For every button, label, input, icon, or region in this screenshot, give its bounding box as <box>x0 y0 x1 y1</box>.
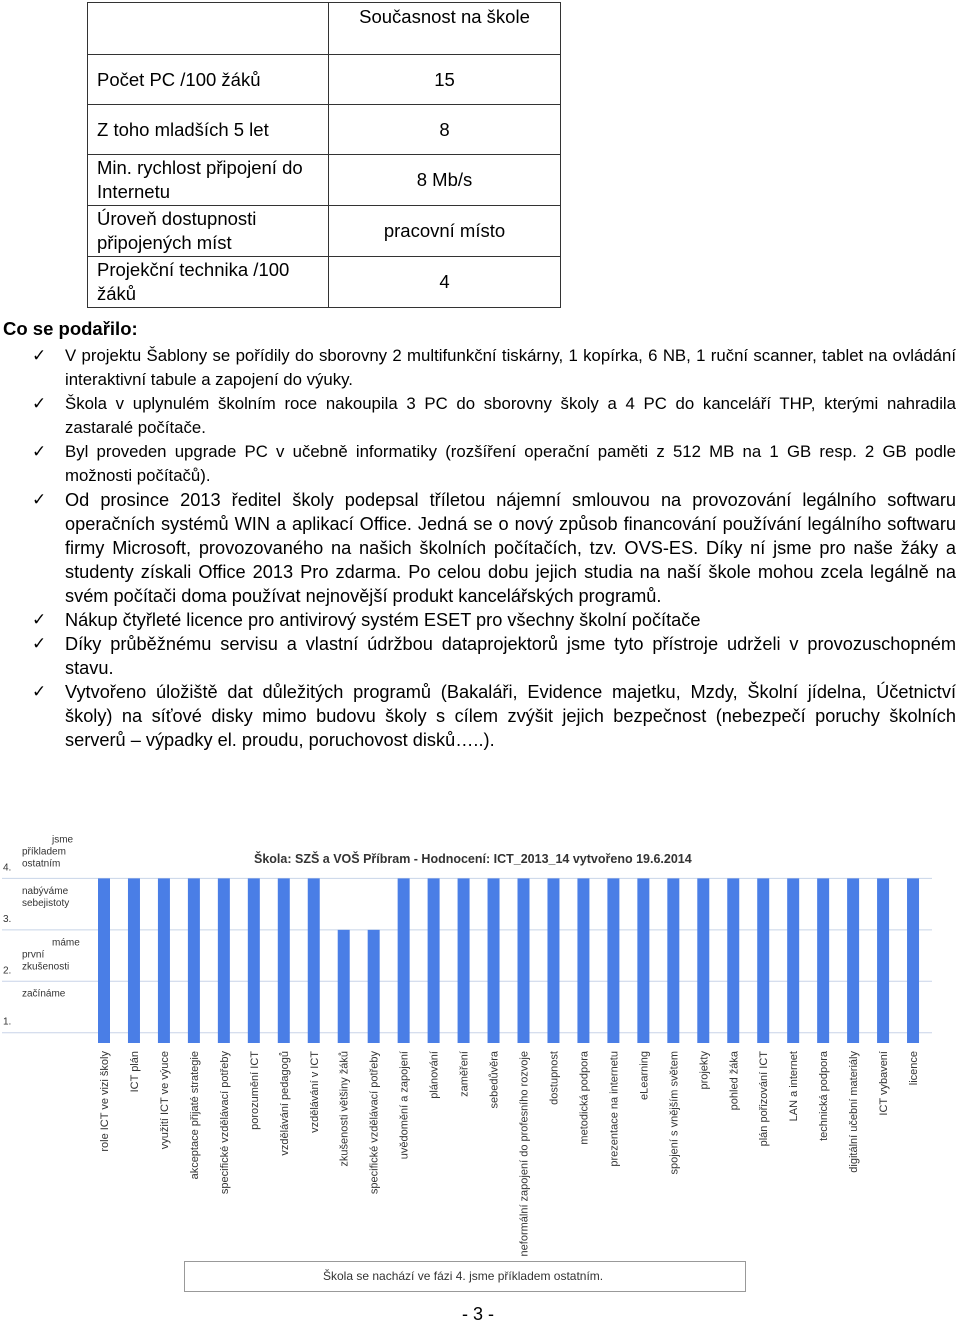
chart-bar <box>518 878 530 1043</box>
x-tick-label: specifické vzdělávací potřeby <box>218 1051 231 1195</box>
x-tick-label: eLearning <box>638 1051 651 1100</box>
chart-bar <box>697 878 709 1043</box>
chart-bar <box>577 878 589 1043</box>
chart-bar <box>637 878 649 1043</box>
row-value: pracovní místo <box>329 206 561 257</box>
list-item: ✓ V projektu Šablony se pořídily do sborovny 2 multifunkční tiskárny, 1 kopírka, 6 NB, 1 ruční scanner, tablet na ovládání interaktivní tabule a zapojení do výuky. <box>32 346 956 389</box>
chart-bar <box>278 878 290 1043</box>
row-label: Min. rychlost připojení do Internetu <box>88 155 329 206</box>
level-label-line: nabýváme <box>22 885 69 897</box>
chart-bar <box>907 878 919 1043</box>
x-tick-label: porozumění ICT <box>248 1051 261 1130</box>
section-heading: Co se podařilo: <box>3 318 138 339</box>
level-label <box>22 886 69 909</box>
chart-bar <box>847 878 859 1043</box>
list-item: ✓ Byl proveden upgrade PC v učebně informatiky (rozšíření operační paměti z 512 MB na 1 GB resp. 2 GB podle možnosti počítačů). <box>32 442 956 485</box>
chart-bar <box>98 878 110 1043</box>
row-label: Projekční technika /100 žáků <box>88 257 329 308</box>
level-label <box>22 937 80 972</box>
checkmark-icon: ✓ <box>32 394 47 413</box>
chart-bar <box>158 878 170 1043</box>
x-tick-label: role ICT ve vizi školy <box>99 1051 111 1152</box>
x-tick-label: zaměření <box>458 1051 471 1097</box>
level-label-line: příkladem <box>22 846 66 858</box>
x-tick-label: plán pořizování ICT <box>758 1051 771 1147</box>
chart-bar <box>248 878 260 1043</box>
x-tick-label: plánování <box>428 1051 441 1099</box>
page-number: - 3 - <box>462 1304 495 1324</box>
x-tick-label: technická podpora <box>818 1051 831 1141</box>
achievements-list <box>32 344 956 752</box>
list-item: ✓ Od prosince 2013 ředitel školy podepsal tříletou nájemní smlouvou na provozování legálního softwaru operačních systémů WIN a aplikací Office. Jedná se o nový způsob financování používání legálního softwaru firmy Microsoft, provozovaného na našich školních počítačích, tzv. OVS-ES. Díky ní jsme pro naše žáky a studenty získali Office 2013 Pro zdarma. Po celou dobu jejich studia na naší škole mohou zcela legálně na svém počítači doma používat nejnovější produkt kancelářských programů. <box>32 490 956 606</box>
x-tick-label: LAN a internet <box>788 1051 801 1122</box>
chart-bar <box>368 930 380 1043</box>
checkmark-icon: ✓ <box>32 490 47 509</box>
chart-footer-note: Škola se nachází ve fázi 4. jsme příkladem ostatním. <box>323 1269 604 1283</box>
chart-bar <box>128 878 140 1043</box>
level-label <box>22 989 66 1000</box>
chart-footer-box <box>184 1261 746 1292</box>
row-value: 15 <box>329 55 561 105</box>
x-tick-label: zkušenosti většiny žáků <box>338 1051 351 1167</box>
row-label: Z toho mladších 5 let <box>88 105 329 155</box>
chart-bar <box>398 878 410 1043</box>
list-item: ✓ Nákup čtyřleté licence pro antivirový systém ESET pro všechny školní počítače <box>32 610 701 630</box>
y-tick-label: 2. <box>3 965 12 977</box>
list-item: ✓ Díky průběžnému servisu a vlastní údržbou dataprojektorů jsme tyto přístroje udrželi v provozuschopném stavu. <box>32 634 956 678</box>
level-label-line: první <box>22 949 45 961</box>
y-tick-label: 3. <box>3 913 12 925</box>
x-tick-label: vzdělávání v ICT <box>308 1051 321 1133</box>
list-item: ✓ Škola v uplynulém školním roce nakoupila 3 PC do sborovny školy a 4 PC do kanceláří THP, kterými nahradila zastaralé počítače. <box>32 394 956 437</box>
x-tick-label: specifické vzdělávací potřeby <box>368 1051 381 1195</box>
chart-bar <box>877 878 889 1043</box>
level-label <box>22 834 74 869</box>
x-tick-label: licence <box>908 1051 921 1086</box>
checkmark-icon: ✓ <box>32 634 47 653</box>
x-tick-label: projekty <box>698 1051 711 1090</box>
row-label: Počet PC /100 žáků <box>88 55 329 105</box>
row-value: 4 <box>329 257 561 308</box>
table-header: Současnost na škole <box>329 3 561 55</box>
x-tick-label: metodická podpora <box>578 1051 591 1145</box>
level-label-line: sebejistoty <box>22 897 70 909</box>
x-tick-label: prezentace na internetu <box>608 1051 621 1167</box>
x-tick-label: ICT vybavení <box>878 1051 891 1116</box>
x-tick-label: uvědomění a zapojení <box>398 1051 411 1160</box>
row-label: Úroveň dostupnosti připojených míst <box>88 206 329 257</box>
checkmark-icon: ✓ <box>32 346 47 365</box>
row-value: 8 <box>329 105 561 155</box>
chart-bar <box>428 878 440 1043</box>
y-tick-label: 1. <box>3 1016 12 1028</box>
x-tick-label: ICT plán <box>128 1051 141 1093</box>
y-tick-label: 4. <box>3 862 12 874</box>
chart-bar <box>787 878 799 1043</box>
level-label-line: máme <box>52 937 80 949</box>
list-item: ✓ Vytvořeno úložiště dat důležitých programů (Bakaláři, Evidence majetku, Mzdy, Školní jídelna, Účetnictví školy) na síťové disky mimo budovu školy s cílem zvýšit jejich bezpečnost (nebezpečí poruchy školních serverů – výpadky el. proudu, poruchovost disků…..). <box>32 682 956 750</box>
chart-bar <box>218 878 230 1043</box>
checkmark-icon: ✓ <box>32 442 47 461</box>
chart-bar <box>188 878 200 1043</box>
chart-bar <box>667 878 679 1043</box>
stats-table <box>87 2 561 308</box>
chart-bar <box>338 930 350 1043</box>
table-header-blank <box>88 3 329 55</box>
chart-bar <box>308 878 320 1043</box>
x-tick-label: digitální učební materiály <box>848 1051 861 1173</box>
checkmark-icon: ✓ <box>32 610 47 629</box>
chart-bar <box>547 878 559 1043</box>
level-label-line: jsme <box>52 834 74 846</box>
x-tick-label: dostupnost <box>548 1051 561 1105</box>
chart-bar <box>488 878 500 1043</box>
x-tick-label: vzdělávání pedagogů <box>278 1051 291 1156</box>
x-tick-label: spojení s vnějším světem <box>668 1051 681 1175</box>
x-tick-label: pohled žáka <box>728 1051 741 1111</box>
chart-bar <box>817 878 829 1043</box>
ict-evaluation-chart <box>0 834 960 1257</box>
chart-bar <box>727 878 739 1043</box>
x-tick-label: sebedůvěra <box>488 1051 501 1109</box>
level-label-line: zkušenosti <box>22 961 70 973</box>
chart-title: Škola: SZŠ a VOŠ Příbram - Hodnocení: ICT_2013_14 vytvořeno 19.6.2014 <box>254 852 692 866</box>
checkmark-icon: ✓ <box>32 682 47 701</box>
level-label-line: začínáme <box>22 988 66 1000</box>
chart-bar <box>757 878 769 1043</box>
row-value: 8 Mb/s <box>329 155 561 206</box>
chart-bar <box>458 878 470 1043</box>
x-tick-label: využití ICT ve výuce <box>158 1051 171 1150</box>
chart-bar <box>607 878 619 1043</box>
level-label-line: ostatním <box>22 858 61 870</box>
x-tick-label: akceptace přijaté strategie <box>188 1051 201 1180</box>
x-tick-label: neformální zapojení do profesního rozvoje <box>518 1051 531 1257</box>
